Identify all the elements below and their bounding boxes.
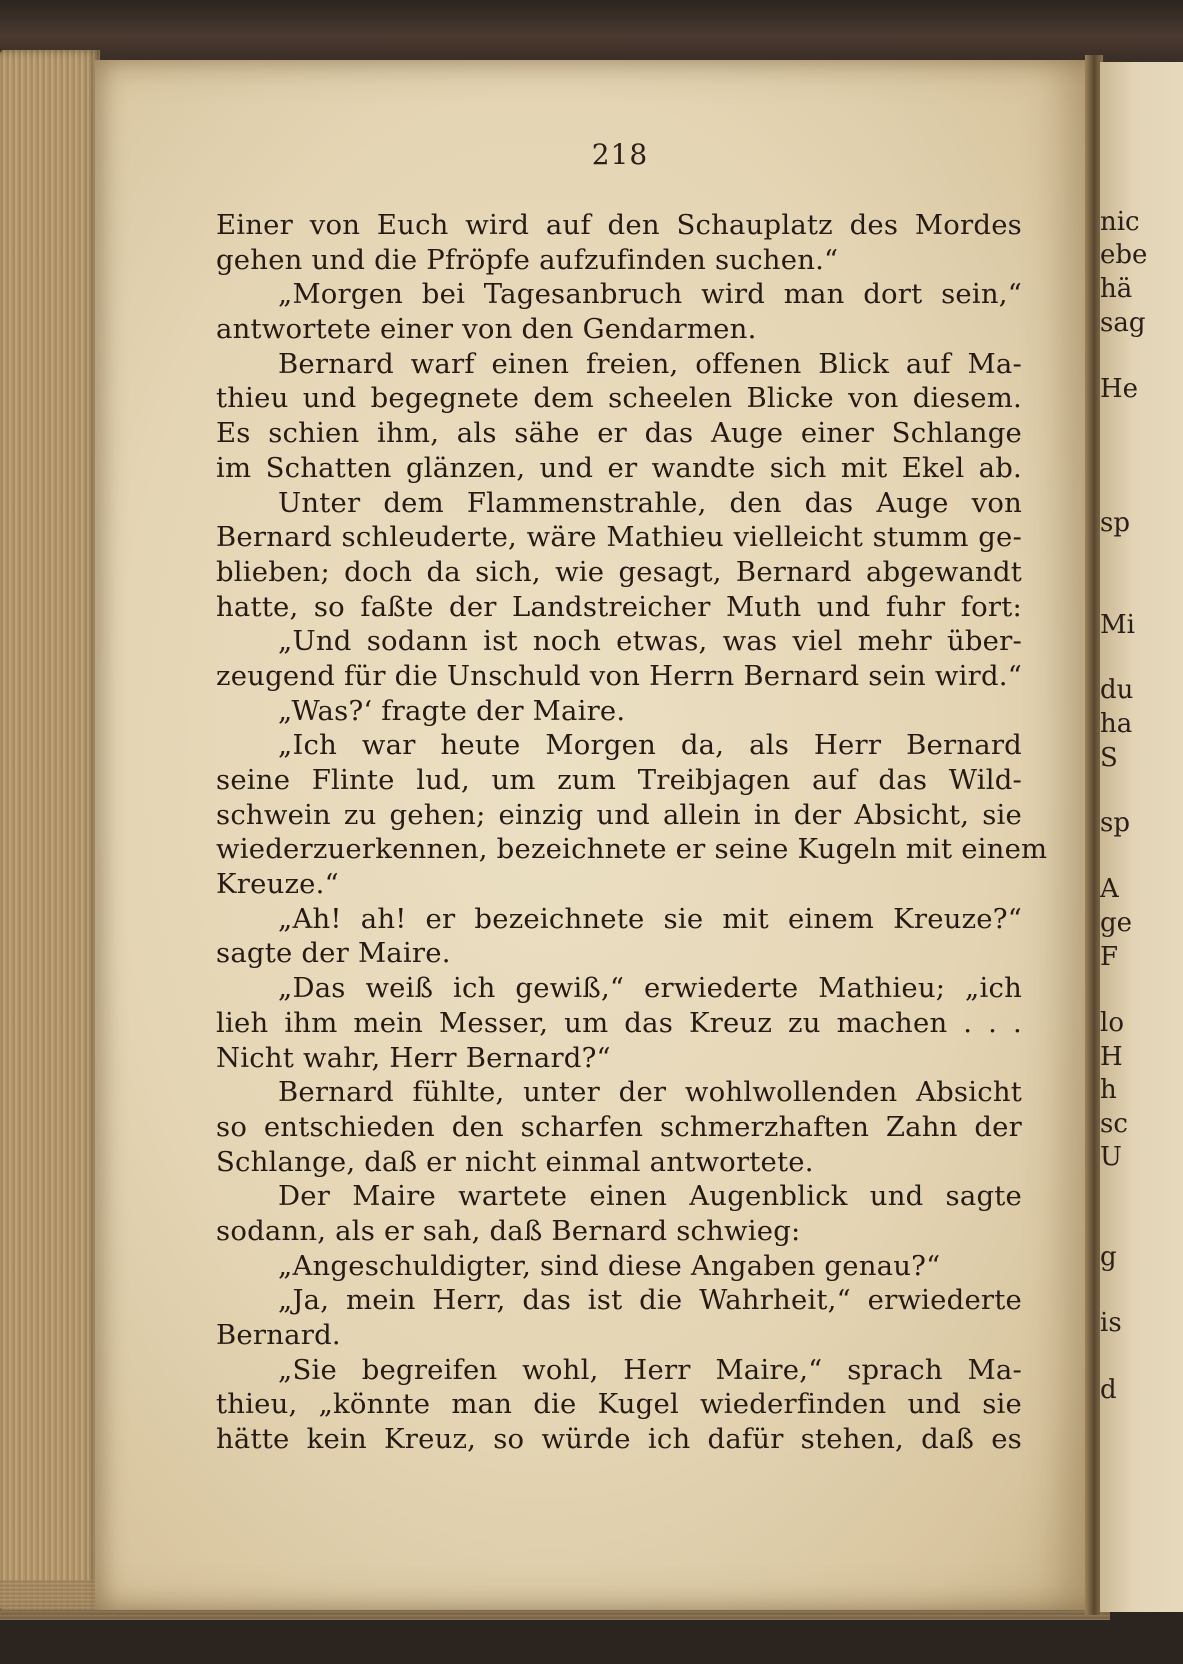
text-line: Bernard fühlte, unter der wohlwollenden Absicht	[278, 1076, 1022, 1109]
facing-page-fragment: sag	[1100, 308, 1146, 338]
text-line: hatte, so faßte der Landstreicher Muth und fuhr fort:	[216, 590, 1022, 623]
page-block-edge	[0, 50, 100, 1610]
text-line: „Das weiß ich gewiß,“ erwiederte Mathieu; „ich	[278, 972, 1022, 1005]
text-line: sodann, als er sah, daß Bernard schwieg:	[216, 1214, 801, 1247]
text-line: Nicht wahr, Herr Bernard?“	[216, 1041, 611, 1074]
text-line: „Und sodann ist noch etwas, was viel mehr über-	[278, 625, 1022, 658]
text-line: schwein zu gehen; einzig und allein in der Absicht, sie	[216, 798, 1022, 831]
text-line: Der Maire wartete einen Augenblick und sagte	[278, 1180, 1022, 1213]
text-line: Bernard.	[216, 1319, 341, 1351]
text-line: „Ja, mein Herr, das ist die Wahrheit,“ erwiederte	[278, 1284, 1022, 1317]
facing-page	[1100, 62, 1183, 1612]
text-line: wiederzuerkennen, bezeichnete er seine Kugeln mit einem	[216, 833, 1048, 866]
facing-page-fragment: U	[1100, 1142, 1122, 1172]
text-line: im Schatten glänzen, und er wandte sich mit Ekel ab.	[216, 451, 1022, 484]
text-line: zeugend für die Unschuld von Herrn Bernard sein wird.“	[216, 659, 1022, 692]
text-line: so entschieden den scharfen schmerzhaften Zahn der	[216, 1110, 1022, 1143]
facing-page-fragment: sc	[1100, 1109, 1128, 1139]
facing-page-fragment: nic	[1100, 207, 1140, 237]
facing-page-fragment: ebe	[1100, 240, 1148, 270]
facing-page-fragment: d	[1100, 1375, 1117, 1405]
text-line: Bernard warf einen freien, offenen Blick auf Ma-	[278, 347, 1022, 380]
text-line: gehen und die Pfröpfe aufzufinden suchen.“	[216, 243, 839, 276]
text-line: Es schien ihm, als sähe er das Auge einer Schlange	[216, 417, 1022, 450]
text-line: „Ah! ah! er bezeichnete sie mit einem Kreuze?“	[278, 902, 1022, 935]
facing-page-fragment: Mi	[1100, 610, 1135, 640]
text-line: „Morgen bei Tagesanbruch wird man dort sein,“	[278, 278, 1022, 311]
text-line: Bernard schleuderte, wäre Mathieu vielleicht stumm ge-	[216, 521, 1022, 554]
text-line: hätte kein Kreuz, so würde ich dafür stehen, daß es	[216, 1423, 1022, 1456]
book-cover-edge	[0, 0, 1183, 60]
facing-page-fragment: is	[1100, 1308, 1122, 1338]
facing-page-fragment: H	[1100, 1042, 1123, 1072]
text-line: „Sie begreifen wohl, Herr Maire,“ sprach Ma-	[278, 1353, 1022, 1386]
facing-page-fragment: lo	[1100, 1008, 1124, 1038]
text-line: Schlange, daß er nicht einmal antwortete.	[216, 1145, 814, 1178]
facing-page-fragment: S	[1100, 743, 1118, 773]
text-line: „Was?‘ fragte der Maire.	[278, 694, 626, 727]
facing-page-fragment: h	[1100, 1075, 1117, 1105]
facing-page-fragment: sp	[1100, 808, 1130, 838]
text-line: thieu und begegnete dem scheelen Blicke von diesem.	[216, 382, 1022, 415]
page-number: 218	[591, 138, 649, 171]
text-line: Kreuze.“	[216, 868, 339, 901]
text-line: lieh ihm mein Messer, um das Kreuz zu machen . . .	[216, 1006, 1022, 1039]
body-text	[216, 208, 1048, 1457]
facing-page-fragment: A	[1100, 874, 1119, 904]
facing-page-fragment: hä	[1100, 274, 1133, 304]
text-line: Unter dem Flammenstrahle, den das Auge von	[278, 486, 1022, 519]
text-line: „Ich war heute Morgen da, als Herr Bernard	[278, 729, 1022, 762]
text-line: sagte der Maire.	[216, 937, 451, 970]
text-line: seine Flinte lud, um zum Treibjagen auf das Wild-	[216, 764, 1022, 796]
facing-page-fragment: F	[1100, 942, 1119, 972]
facing-page-fragment: g	[1100, 1242, 1117, 1272]
text-line: blieben; doch da sich, wie gesagt, Bernard abgewandt	[216, 555, 1022, 588]
text-line: antwortete einer von den Gendarmen.	[216, 313, 757, 346]
text-line: „Angeschuldigter, sind diese Angaben genau?“	[278, 1249, 941, 1282]
text-line: thieu, „könnte man die Kugel wiederfinden und sie	[216, 1388, 1022, 1421]
facing-page-fragment: du	[1100, 675, 1134, 705]
text-line: Einer von Euch wird auf den Schauplatz des Mordes	[216, 209, 1022, 241]
facing-page-fragment: ge	[1100, 908, 1133, 938]
facing-page-fragment: ha	[1100, 709, 1133, 739]
facing-page-fragment: He	[1100, 374, 1139, 404]
facing-page-fragment: sp	[1100, 508, 1130, 538]
